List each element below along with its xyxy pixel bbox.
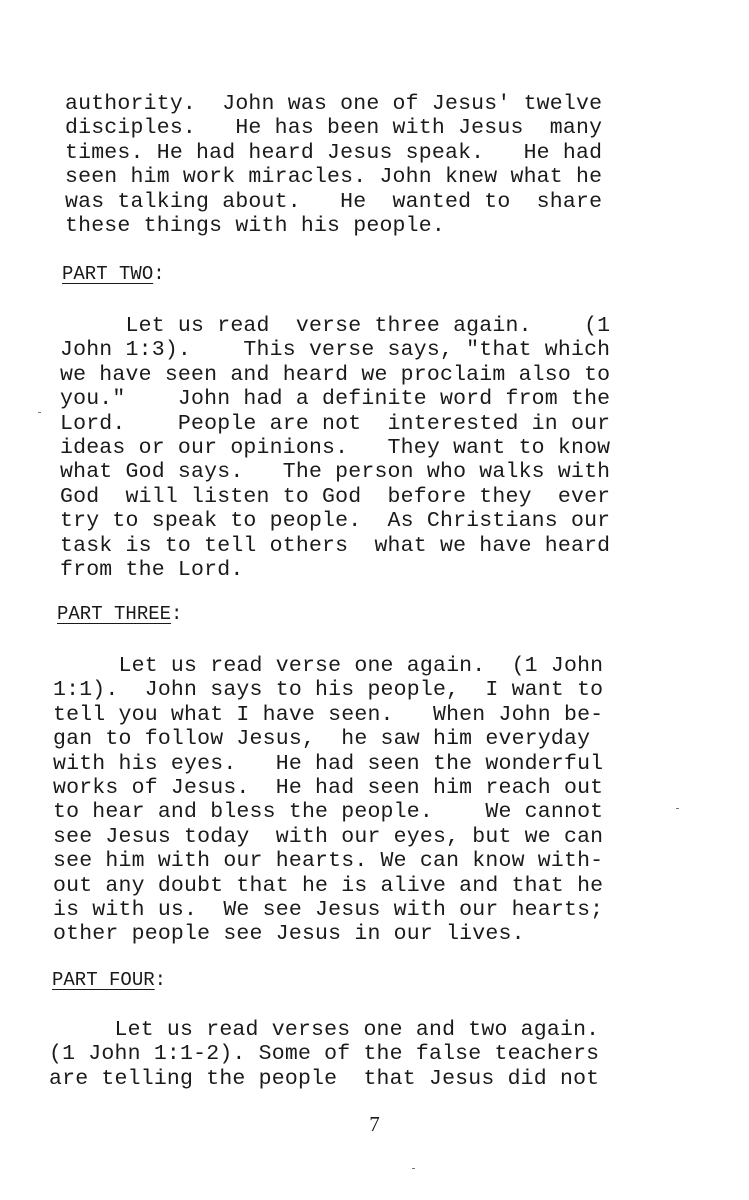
text-line: see him with our hearts. We can know with-	[53, 849, 604, 874]
part-two-heading-text: PART TWO	[62, 263, 154, 285]
scan-speck	[38, 412, 41, 413]
text-line: 1:1). John says to his people, I want to	[53, 678, 604, 703]
text-line: are telling the people that Jesus did not	[49, 1066, 600, 1091]
scan-speck	[676, 808, 679, 809]
text-line: authority. John was one of Jesus' twelve	[65, 92, 603, 116]
text-line: try to speak to people. As Christians our	[60, 509, 611, 534]
intro-paragraph	[65, 92, 602, 238]
text-line: Let us read verse one again. (1 John	[53, 654, 604, 678]
part-four-paragraph	[49, 1018, 599, 1091]
part-two-paragraph	[60, 314, 610, 582]
heading-colon: :	[154, 969, 167, 991]
part-four-heading-text: PART FOUR	[52, 969, 155, 991]
text-line: tell you what I have seen. When John be-	[53, 702, 604, 727]
text-line: is with us. We see Jesus with our hearts;	[53, 898, 604, 923]
text-line: disciples. He has been with Jesus many	[65, 116, 603, 141]
heading-colon: :	[171, 603, 183, 625]
text-line: with his eyes. He had seen the wonderful	[53, 751, 604, 776]
part-two-heading	[62, 262, 165, 286]
heading-colon: :	[153, 263, 165, 285]
text-line: what God says. The person who walks with	[60, 460, 611, 485]
text-line: to hear and bless the people. We cannot	[53, 800, 604, 825]
text-line: ideas or our opinions. They want to know	[60, 436, 611, 461]
text-line: gan to follow Jesus, he saw him everyday	[53, 727, 591, 752]
text-line: Lord. People are not interested in our	[60, 411, 611, 436]
text-line: from the Lord.	[60, 558, 244, 583]
part-four-heading	[52, 968, 166, 992]
text-line: these things with his people.	[65, 214, 445, 239]
text-line: works of Jesus. He had seen him reach out	[53, 776, 604, 801]
text-line: Let us read verse three again. (1	[60, 314, 611, 338]
text-line: other people see Jesus in our lives.	[53, 922, 525, 947]
text-line: seen him work miracles. John knew what he	[65, 165, 603, 190]
text-line: we have seen and heard we proclaim also to	[60, 362, 611, 387]
text-line: God will listen to God before they ever	[60, 484, 611, 509]
text-line: task is to tell others what we have heard	[60, 533, 611, 558]
text-line: (1 John 1:1-2). Some of the false teachers	[49, 1042, 600, 1067]
text-line: was talking about. He wanted to share	[65, 189, 603, 214]
part-three-heading	[57, 602, 182, 626]
text-line: John 1:3). This verse says, "that which	[60, 338, 611, 363]
part-three-heading-text: PART THREE	[57, 603, 172, 625]
text-line: you." John had a definite word from the	[60, 387, 611, 412]
text-line: out any doubt that he is alive and that he	[53, 873, 604, 898]
scan-speck	[412, 1168, 415, 1169]
text-line: Let us read verses one and two again.	[49, 1018, 600, 1042]
part-three-paragraph	[53, 654, 603, 947]
text-line: times. He had heard Jesus speak. He had	[65, 140, 603, 165]
page-number: 7	[369, 1112, 380, 1136]
text-line: see Jesus today with our eyes, but we can	[53, 824, 604, 849]
